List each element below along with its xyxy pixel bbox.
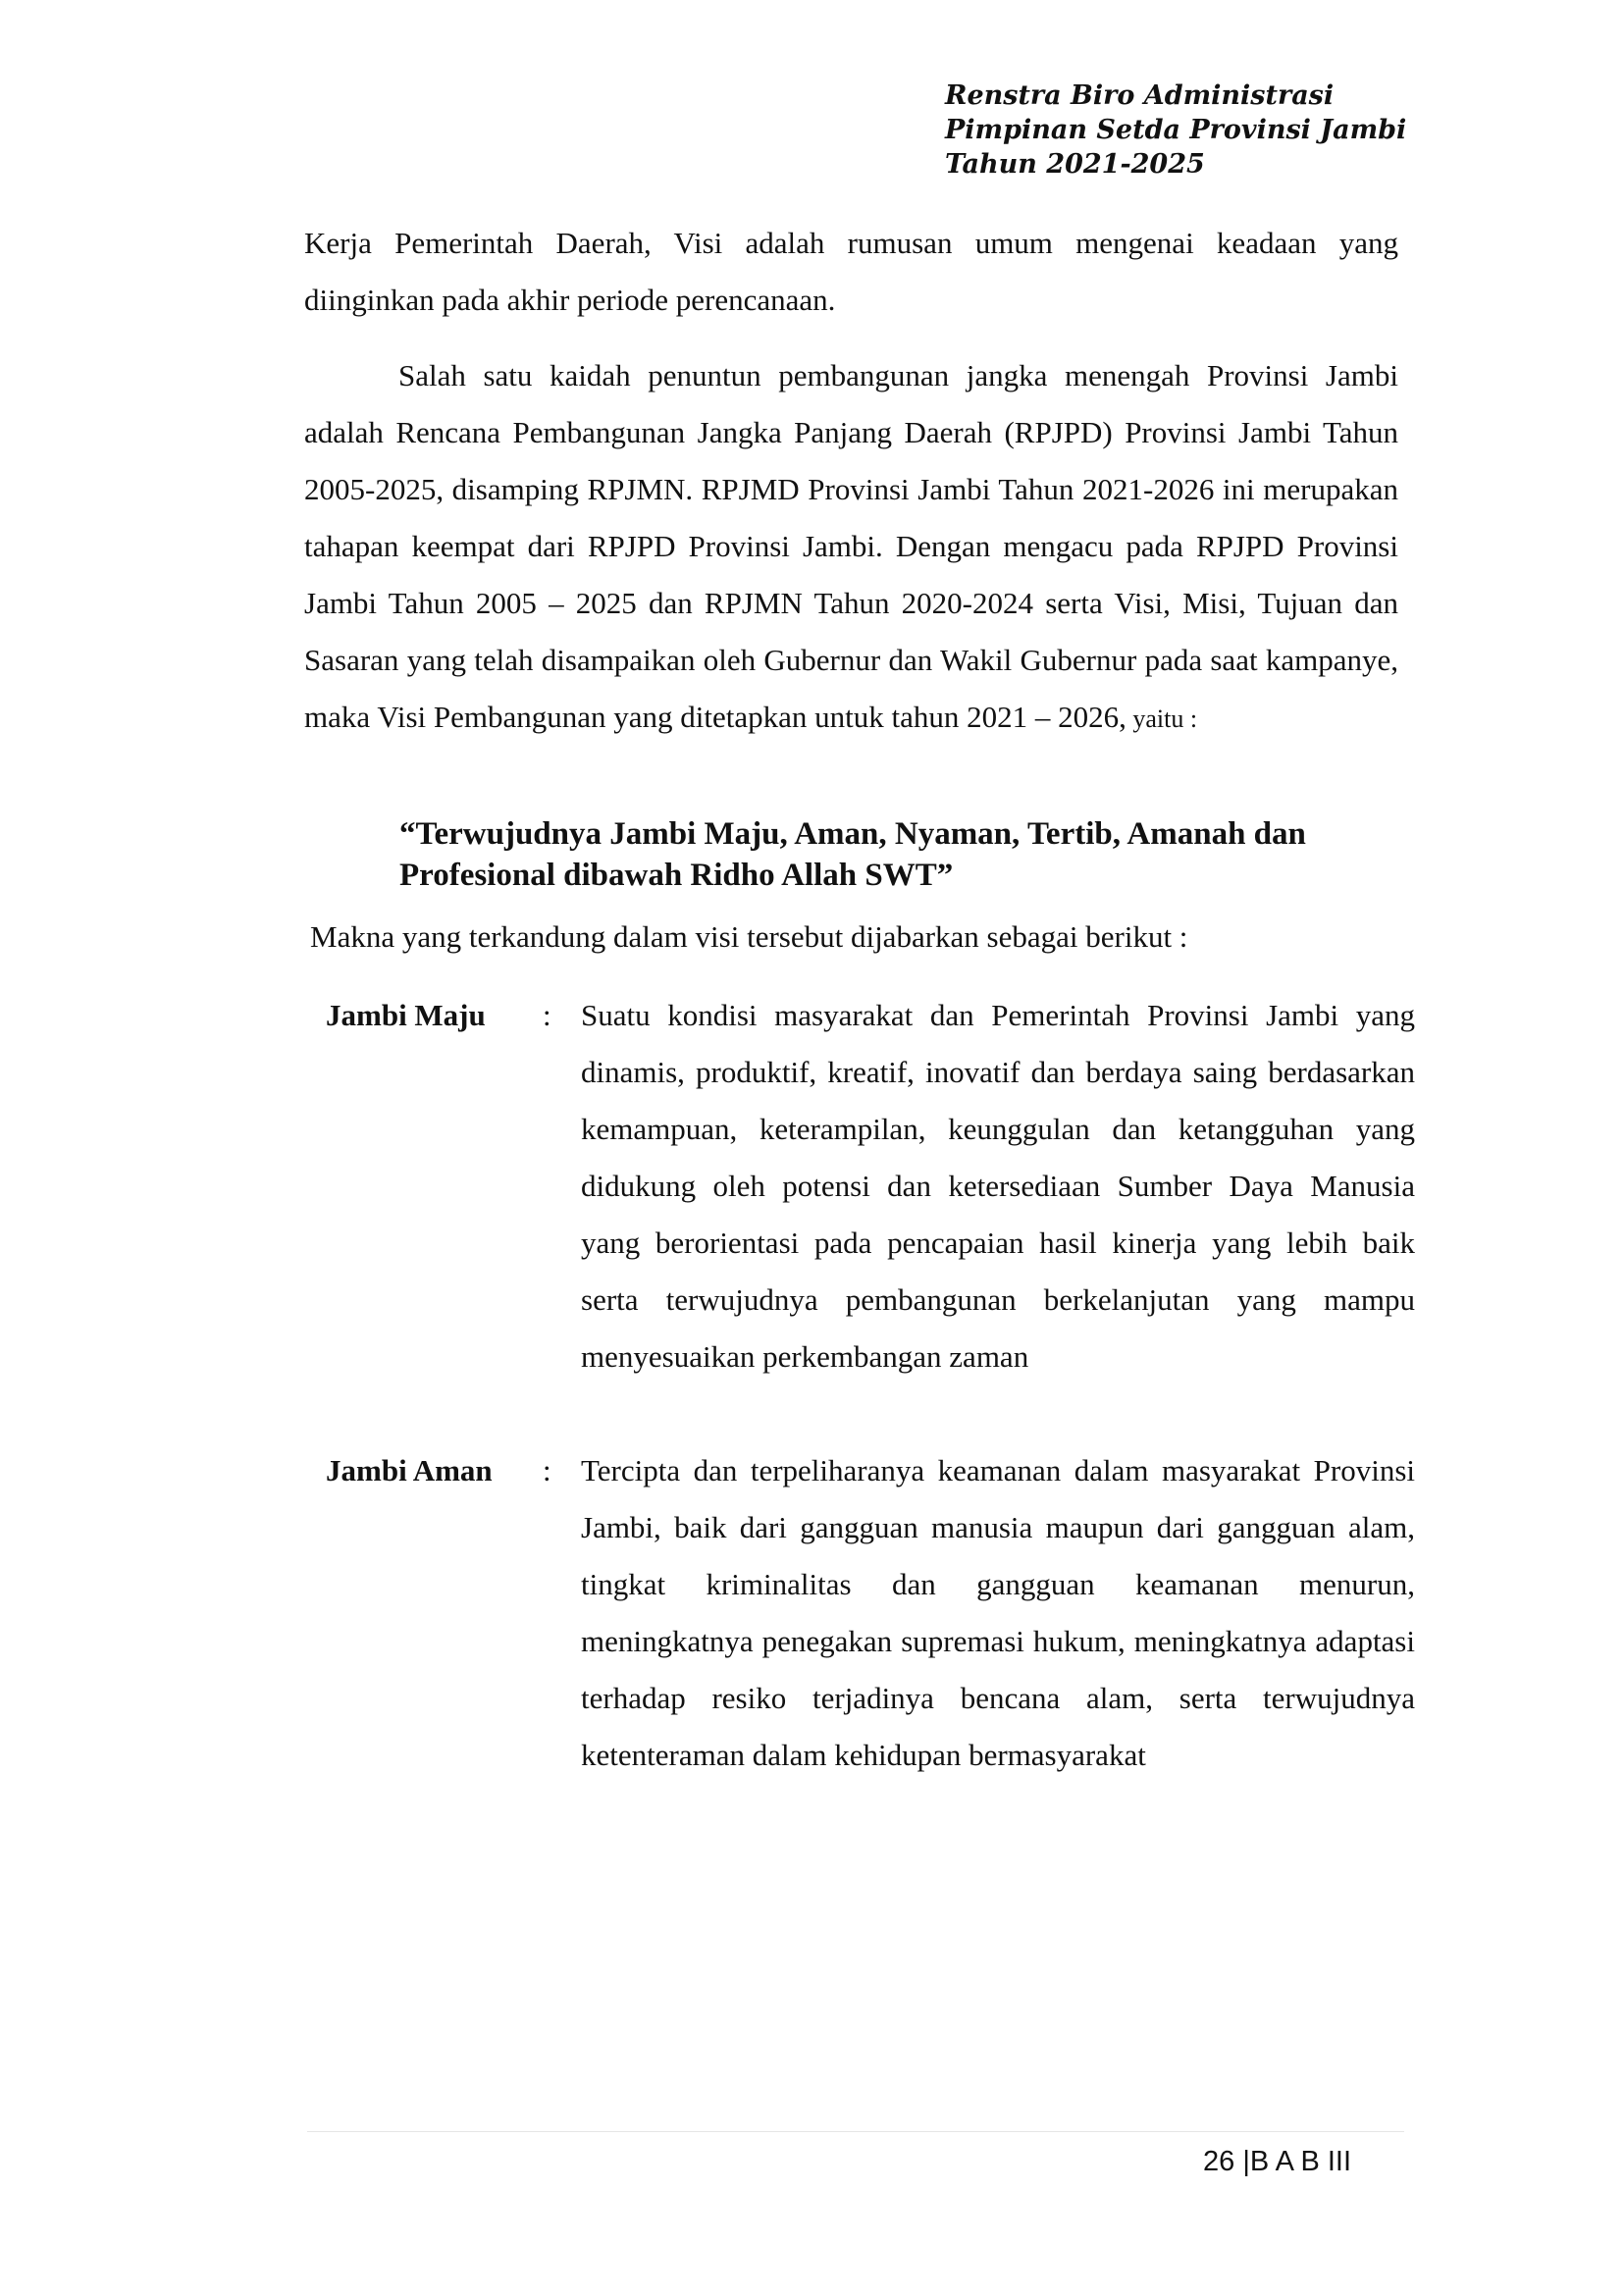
definition-colon: : (543, 998, 551, 1032)
document-header (945, 78, 1573, 182)
definition-term: Jambi Maju (326, 998, 486, 1032)
paragraph-intro: Kerja Pemerintah Daerah, Visi adalah rumusan umum mengenai keadaan yang diinginkan pada akhir periode perencanaan. (304, 226, 1398, 317)
page-number: 26 |B A B III (1203, 2146, 1352, 2177)
definition-colon: : (543, 1453, 551, 1487)
definition-text: Tercipta dan terpeliharanya keamanan dalam masyarakat Provinsi Jambi, baik dari gangguan manusia maupun dari gangguan alam, tingkat kriminalitas dan gangguan keamanan menurun, meningkatnya penegakan supremasi hukum, meningkatnya adaptasi terhadap resiko terjadinya bencana alam, serta terwujudnya ketenteraman dalam kehidupan bermasyarakat (581, 1453, 1415, 1772)
paragraph-rpjpd (304, 347, 1398, 748)
header-line-3: Tahun 2021-2025 (945, 149, 1205, 180)
header-line-2: Pimpinan Setda Provinsi Jambi (945, 115, 1407, 145)
vision-statement (399, 813, 1390, 896)
vision-line-1: “Terwujudnya Jambi Maju, Aman, Nyaman, Tertib, Amanah dan (399, 816, 1306, 852)
definition-text: Suatu kondisi masyarakat dan Pemerintah Provinsi Jambi yang dinamis, produktif, kreatif, inovatif dan berdaya saing berdasarkan kemampuan, keterampilan, keunggulan dan ketangguhan yang didukung oleh potensi dan ketersediaan Sumber Daya Manusia yang berorientasi pada pencapaian hasil kinerja yang lebih baik serta terwujudnya pembangunan berkelanjutan yang mampu menyesuaikan perkembangan zaman (581, 998, 1415, 1374)
vision-line-2: Profesional dibawah Ridho Allah SWT” (399, 858, 954, 893)
paragraph-rpjpd-tail: yaitu : (1126, 704, 1198, 733)
definition-term: Jambi Aman (326, 1453, 493, 1487)
footer-divider (307, 2131, 1404, 2132)
header-line-1: Renstra Biro Administrasi (945, 80, 1335, 111)
paragraph-rpjpd-text: Salah satu kaidah penuntun pembangunan jangka menengah Provinsi Jambi adalah Rencana Pembangunan Jangka Panjang Daerah (RPJPD) Provinsi Jambi Tahun 2005-2025, disamping RPJMN. RPJMD Provinsi Jambi Tahun 2021-2026 ini merupakan tahapan keempat dari RPJPD Provinsi Jambi. Dengan mengacu pada RPJPD Provinsi Jambi Tahun 2005 – 2025 dan RPJMN Tahun 2020-2024 serta Visi, Misi, Tujuan dan Sasaran yang telah disampaikan oleh Gubernur dan Wakil Gubernur pada saat kampanye, maka Visi Pembangunan yang ditetapkan untuk tahun 2021 – 2026, (304, 358, 1398, 734)
meaning-intro: Makna yang terkandung dalam visi tersebut dijabarkan sebagai berikut : (310, 919, 1188, 954)
